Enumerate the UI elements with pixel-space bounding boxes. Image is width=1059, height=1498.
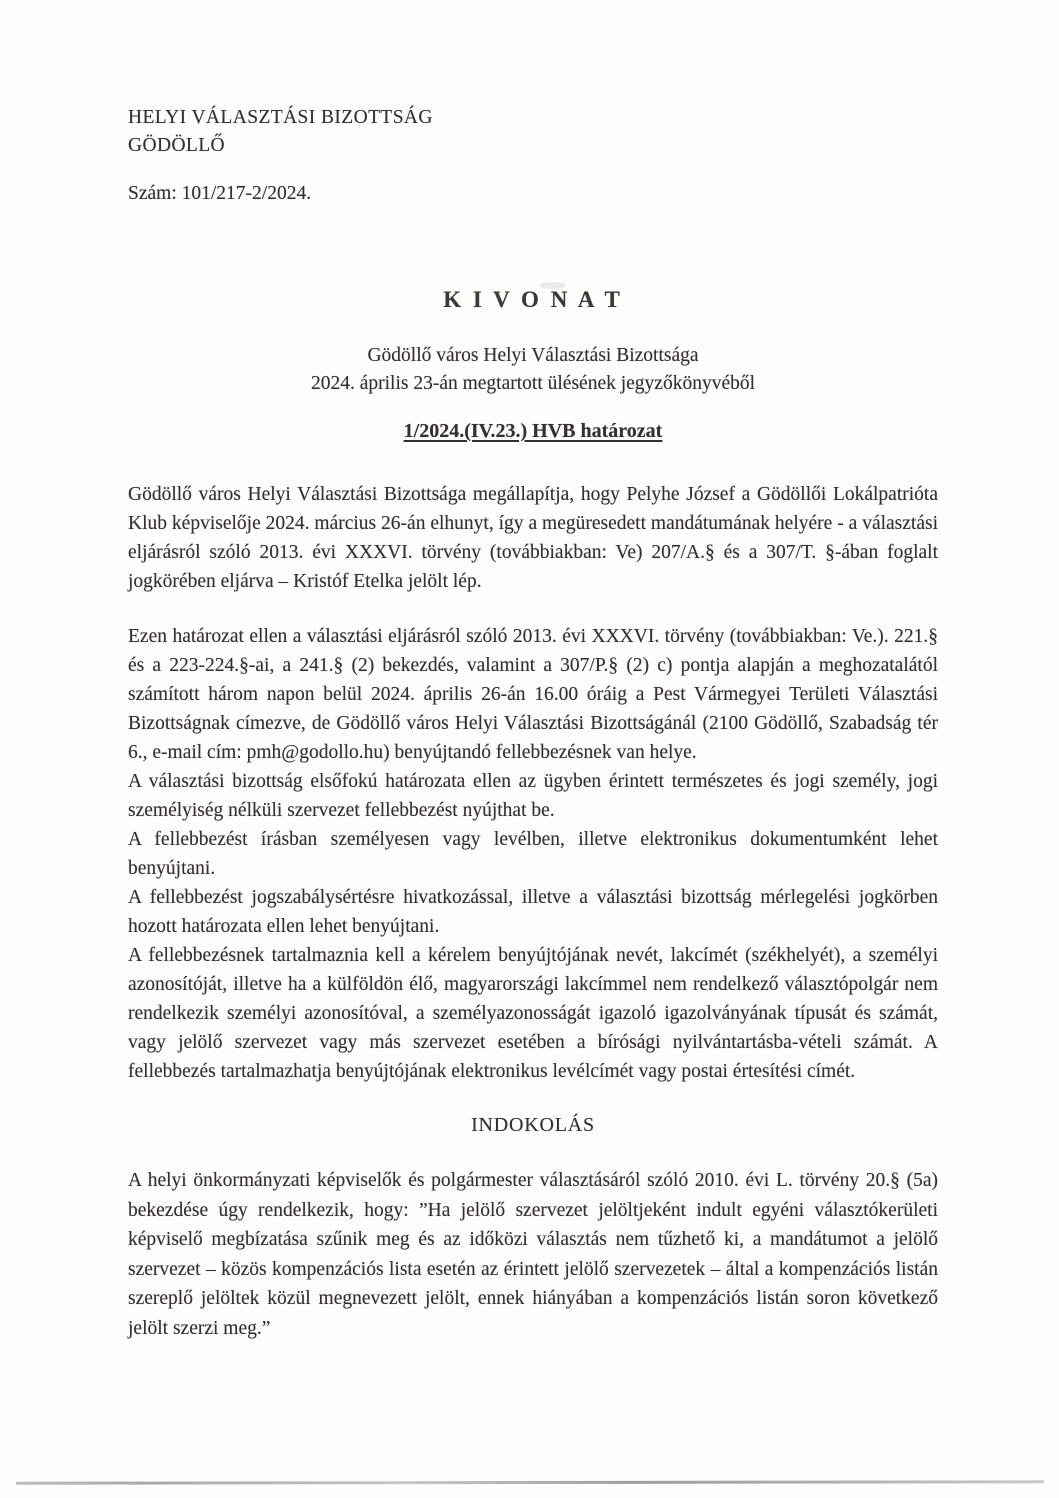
- scan-artifact-line: [16, 1480, 1044, 1484]
- reasoning-paragraph: A helyi önkormányzati képviselők és polgármester választásáról szóló 2010. évi L. törvény 20.§ (5a) bekezdése úgy rendelkezik, hogy: ”Ha jelölő szervezet jelöltjeként indult egyéni választókerületi képviselő megbízatása szűnik meg és az időközi választás nem tűzhető ki, a mandátumot a jelölő szervezet – közös kompenzációs lista esetén az érintett jelölő szervezetek – által a kompenzációs listán szereplő jelöltek közül megnevezett jelölt, ennek hiányában a kompenzációs listán soron következő jelölt szerzi meg.”: [128, 1170, 938, 1339]
- appeal-deadline-paragraph: Ezen határozat ellen a választási eljárásról szóló 2013. évi XXXVI. törvény (továbbiakban: Ve.). 221.§ és a 223-224.§-ai, a 241.§ (2) bekezdés, valamint a 307/P.§ (2) c) pontja alapján a meghozatalától számított három napon belül 2024. április 26-án 16.00 óráig a Pest Vármegyei Területi Választási Bizottságnak címezve, de Gödöllő város Helyi Választási Bizottságánál (2100 Gödöllő, Szabadság tér 6., e-mail cím: pmh@godollo.hu) benyújtandó fellebbezésnek van helye.: [128, 626, 938, 763]
- document-subtitle: [128, 342, 938, 398]
- document-title: K I V O N A T: [443, 287, 623, 312]
- appeal-grounds-paragraph: A fellebbezést jogszabálysértésre hivatkozással, illetve a választási bizottság mérlegelési jogkörben hozott határozata ellen lehet benyújtani.: [128, 887, 938, 937]
- document-content: [128, 0, 938, 1343]
- resolution-number-heading: 1/2024.(IV.23.) HVB határozat: [403, 420, 663, 442]
- appeal-eligibility-paragraph: A választási bizottság elsőfokú határozata ellen az ügyben érintett természetes és jogi személy, jogi személyiség nélküli szervezet fellebbezést nyújthat be.: [128, 771, 938, 821]
- committee-city: GÖDÖLLŐ: [128, 135, 226, 156]
- case-number: Szám: 101/217-2/2024.: [128, 183, 312, 204]
- committee-name: HELYI VÁLASZTÁSI BIZOTTSÁG: [128, 107, 433, 128]
- decision-paragraph: Gödöllő város Helyi Választási Bizottsága megállapítja, hogy Pelyhe József a Gödöllői Lokálpatrióta Klub képviselője 2024. március 26-án elhunyt, így a megüresedett mandátumának helyére - a választási eljárásról szóló 2013. évi XXXVI. törvény (továbbiakban: Ve) 207/A.§ és a 307/T. §-ában foglalt jogkörében eljárva – Kristóf Etelka jelölt lép.: [128, 484, 938, 592]
- justification-section-heading: INDOKOLÁS: [471, 1114, 595, 1136]
- scan-smudge-artifact: [540, 282, 566, 289]
- letterhead: [128, 104, 938, 160]
- subtitle-session-line: 2024. április 23-án megtartott ülésének jegyzőkönyvéből: [310, 373, 756, 394]
- appeal-submission-method-paragraph: A fellebbezést írásban személyesen vagy levélben, illetve elektronikus dokumentumként lehet benyújtani.: [128, 829, 938, 879]
- appeal-content-requirements-paragraph: A fellebbezésnek tartalmaznia kell a kérelem benyújtójának nevét, lakcímét (székhelyét), a személyi azonosítóját, illetve ha a külföldön élő, magyarországi lakcímmel nem rendelkező választópolgár nem rendelkezik személyi azonosítóval, a személyazonosságát igazoló igazolványának típusát és számát, vagy jelölő szervezet vagy más szervezet esetében a bírósági nyilvántartásba-vételi számát. A fellebbezés tartalmazhatja benyújtójának elektronikus levélcímét vagy postai értesítési címét.: [128, 945, 938, 1082]
- subtitle-committee-line: Gödöllő város Helyi Választási Bizottsága: [367, 345, 699, 366]
